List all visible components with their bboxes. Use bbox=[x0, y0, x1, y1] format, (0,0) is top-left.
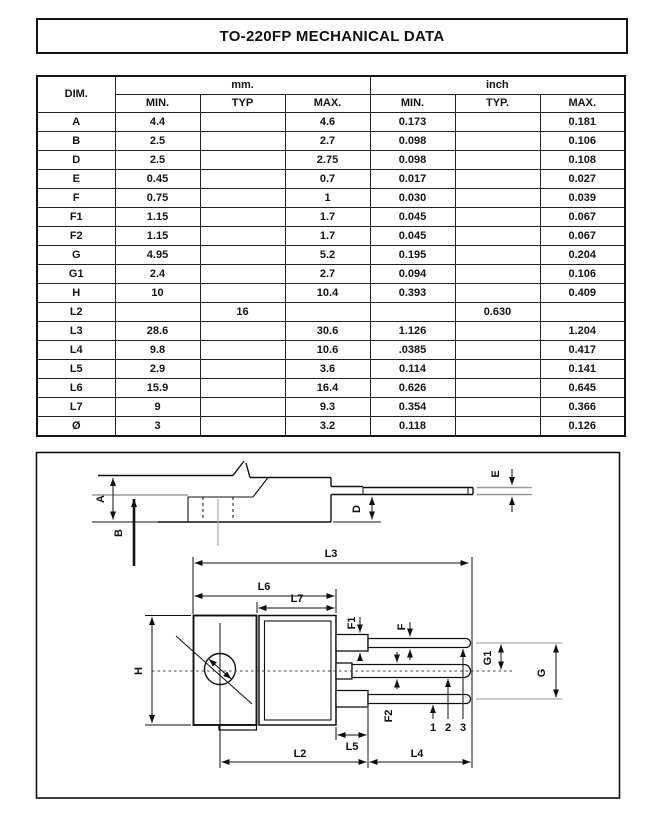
inch-group-header: inch bbox=[370, 76, 625, 95]
inch-typ-header: TYP. bbox=[455, 95, 540, 113]
value-cell: 0.630 bbox=[455, 303, 540, 322]
value-cell: 28.6 bbox=[115, 322, 200, 341]
value-cell: 0.126 bbox=[540, 417, 625, 437]
dim-label-l5: L5 bbox=[345, 741, 359, 753]
dim-label-b: B bbox=[113, 529, 125, 537]
value-cell: 4.95 bbox=[115, 246, 200, 265]
pin-label-3: 3 bbox=[459, 722, 467, 734]
value-cell: 0.173 bbox=[370, 113, 455, 132]
value-cell: 0.094 bbox=[370, 265, 455, 284]
dim-cell: D bbox=[37, 151, 115, 170]
side-view bbox=[92, 461, 532, 546]
mm-group-header: mm. bbox=[115, 76, 370, 95]
dim-label-f1: F1 bbox=[346, 616, 358, 630]
value-cell: 2.75 bbox=[285, 151, 370, 170]
value-cell: 0.039 bbox=[540, 189, 625, 208]
value-cell: 0.118 bbox=[370, 417, 455, 437]
value-cell: 0.354 bbox=[370, 398, 455, 417]
value-cell: 16.4 bbox=[285, 379, 370, 398]
value-cell: 10.6 bbox=[285, 341, 370, 360]
mm-max-header: MAX. bbox=[285, 95, 370, 113]
dim-label-d: D bbox=[351, 505, 363, 513]
value-cell: 2.5 bbox=[115, 132, 200, 151]
value-cell: 10 bbox=[115, 284, 200, 303]
value-cell: 0.027 bbox=[540, 170, 625, 189]
value-cell: 0.409 bbox=[540, 284, 625, 303]
value-cell: 3.6 bbox=[285, 360, 370, 379]
dim-label-l2: L2 bbox=[293, 748, 307, 760]
value-cell: 0.030 bbox=[370, 189, 455, 208]
value-cell: 9 bbox=[115, 398, 200, 417]
value-cell: 0.106 bbox=[540, 265, 625, 284]
dim-cell: F bbox=[37, 189, 115, 208]
value-cell: 1.15 bbox=[115, 227, 200, 246]
dim-cell: F2 bbox=[37, 227, 115, 246]
page-title: TO-220FP MECHANICAL DATA bbox=[219, 27, 445, 45]
value-cell: 0.067 bbox=[540, 208, 625, 227]
value-cell: 0.393 bbox=[370, 284, 455, 303]
dim-cell: B bbox=[37, 132, 115, 151]
dim-label-g: G bbox=[536, 668, 548, 678]
dim-cell: L3 bbox=[37, 322, 115, 341]
value-cell: 0.114 bbox=[370, 360, 455, 379]
dim-cell: A bbox=[37, 113, 115, 132]
value-cell: 0.181 bbox=[540, 113, 625, 132]
dim-label-a: A bbox=[95, 495, 107, 503]
value-cell: 16 bbox=[200, 303, 285, 322]
value-cell: 2.5 bbox=[115, 151, 200, 170]
dim-label-l7: L7 bbox=[290, 593, 304, 605]
value-cell: 0.366 bbox=[540, 398, 625, 417]
value-cell: 4.4 bbox=[115, 113, 200, 132]
value-cell: 4.6 bbox=[285, 113, 370, 132]
value-cell: 5.2 bbox=[285, 246, 370, 265]
dim-cell: L7 bbox=[37, 398, 115, 417]
dim-cell: L6 bbox=[37, 379, 115, 398]
value-cell: 0.067 bbox=[540, 227, 625, 246]
value-cell: 1 bbox=[285, 189, 370, 208]
inch-min-header: MIN. bbox=[370, 95, 455, 113]
drawing-frame bbox=[37, 453, 620, 799]
dim-cell: G bbox=[37, 246, 115, 265]
value-cell: 1.204 bbox=[540, 322, 625, 341]
dim-cell: Ø bbox=[37, 417, 115, 437]
value-cell: 30.6 bbox=[285, 322, 370, 341]
value-cell: 3 bbox=[115, 417, 200, 437]
dim-label-l6: L6 bbox=[257, 581, 271, 593]
dim-cell: L5 bbox=[37, 360, 115, 379]
value-cell: 9.3 bbox=[285, 398, 370, 417]
dim-label-f: F bbox=[396, 623, 408, 631]
mm-typ-header: TYP bbox=[200, 95, 285, 113]
value-cell: 2.7 bbox=[285, 265, 370, 284]
value-cell: 1.7 bbox=[285, 227, 370, 246]
value-cell: 1.126 bbox=[370, 322, 455, 341]
value-cell: 3.2 bbox=[285, 417, 370, 437]
dim-label-h: H bbox=[133, 667, 145, 675]
value-cell: 2.9 bbox=[115, 360, 200, 379]
value-cell: 0.75 bbox=[115, 189, 200, 208]
value-cell: 0.195 bbox=[370, 246, 455, 265]
value-cell: 0.204 bbox=[540, 246, 625, 265]
pin-label-2: 2 bbox=[444, 722, 452, 734]
dim-label-l4: L4 bbox=[410, 748, 424, 760]
value-cell: 0.626 bbox=[370, 379, 455, 398]
value-cell: 0.108 bbox=[540, 151, 625, 170]
dim-cell: E bbox=[37, 170, 115, 189]
dim-label-g1: G1 bbox=[482, 650, 494, 666]
value-cell: 0.098 bbox=[370, 132, 455, 151]
inch-max-header: MAX. bbox=[540, 95, 625, 113]
value-cell: 9.8 bbox=[115, 341, 200, 360]
dim-label-e: E bbox=[490, 470, 502, 478]
value-cell: 0.417 bbox=[540, 341, 625, 360]
value-cell: 0.141 bbox=[540, 360, 625, 379]
value-cell: 10.4 bbox=[285, 284, 370, 303]
pin-label-1: 1 bbox=[429, 722, 437, 734]
value-cell: 1.15 bbox=[115, 208, 200, 227]
dim-label-f2: F2 bbox=[383, 709, 395, 723]
value-cell: 1.7 bbox=[285, 208, 370, 227]
value-cell: 0.106 bbox=[540, 132, 625, 151]
value-cell: 0.645 bbox=[540, 379, 625, 398]
value-cell: 0.098 bbox=[370, 151, 455, 170]
dim-label-l3: L3 bbox=[324, 548, 338, 560]
value-cell: 2.7 bbox=[285, 132, 370, 151]
value-cell: 0.017 bbox=[370, 170, 455, 189]
dim-cell: L4 bbox=[37, 341, 115, 360]
dim-cell: G1 bbox=[37, 265, 115, 284]
side-view-dimensions bbox=[92, 469, 512, 566]
dim-cell: H bbox=[37, 284, 115, 303]
dim-column-header: DIM. bbox=[37, 76, 115, 113]
dim-cell: F1 bbox=[37, 208, 115, 227]
value-cell: 15.9 bbox=[115, 379, 200, 398]
value-cell: .0385 bbox=[370, 341, 455, 360]
mm-min-header: MIN. bbox=[115, 95, 200, 113]
front-view bbox=[152, 616, 562, 731]
value-cell: 0.7 bbox=[285, 170, 370, 189]
dim-cell: L2 bbox=[37, 303, 115, 322]
value-cell: 2.4 bbox=[115, 265, 200, 284]
value-cell: 0.45 bbox=[115, 170, 200, 189]
value-cell: 0.045 bbox=[370, 208, 455, 227]
value-cell: 0.045 bbox=[370, 227, 455, 246]
